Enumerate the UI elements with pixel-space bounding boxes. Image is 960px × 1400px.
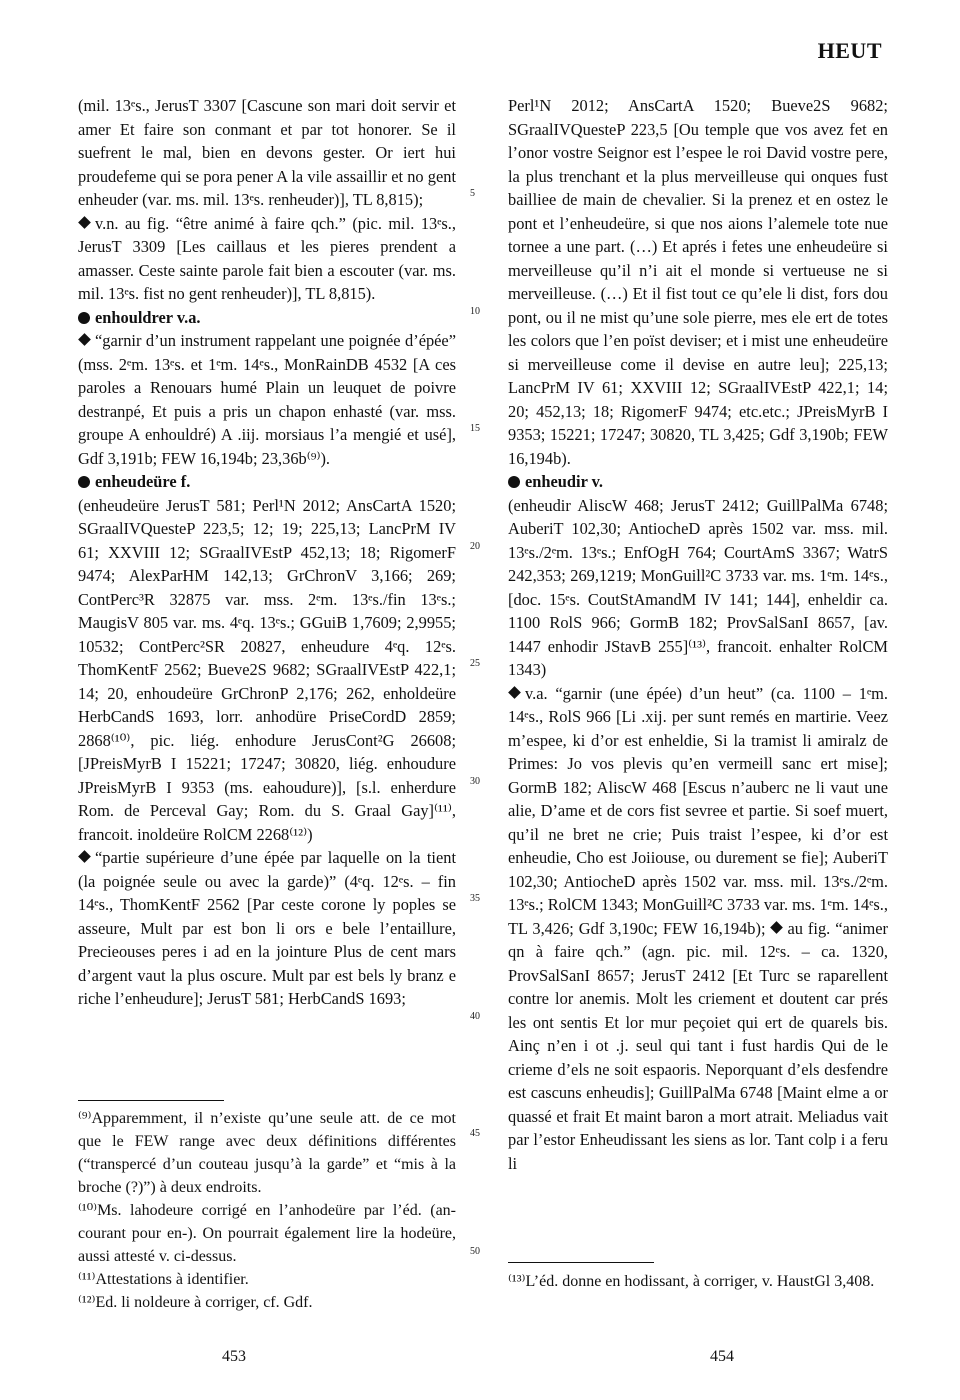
paragraph: (mil. 13ᵉs., JerusT 3307 [Cascune son mari doit servir et amer Et faire son conmant et par tot honorer. Se il suefrent le mal, bien en devons gester. Or iert hui proudefeme qui se pora pener A la vile assaillir et no gent enheuder (var. ms. mil. 13ᵉs. renheuder)], TL 8,815); bbox=[78, 96, 456, 209]
right-column bbox=[508, 94, 888, 1175]
page-number-left: 453 bbox=[222, 1348, 246, 1365]
entry-heading: enheudir v. bbox=[508, 470, 888, 494]
line-number: 50 bbox=[470, 1246, 480, 1257]
page-number-right: 454 bbox=[710, 1348, 734, 1365]
footnote: ⁽¹³⁾L’éd. donne en hodissant, à corriger, v. HaustGl 3,408. bbox=[508, 1273, 875, 1290]
entry-heading: enheudeüre f. bbox=[78, 470, 456, 494]
left-column bbox=[78, 94, 456, 1011]
paragraph: v.a. “garnir (une épée) d’un heut” (ca. 1100 – 1ᵉm. 14ᵉs., RolS 966 [Li .xij. per sunt remés en martirie. Veez m’espee, ki d’or est enheldie, Si la tramist li amiralz de Primes: Jo vos plevis qu’en vermeill sanc ert mise]; GormB 182; AliscW 468 [Escus n’auberc ne li vaut une alie, D’ame et de cors fist sevree et partie. Si soef muert, qu’il ne bret ne crie; Puis traist l’espee, ki d’or est enheudie, Cho est Joiiouse, ou durement se fie]; AuberiT 102,30; AntiocheD après 1502 var. mss. mil. 13ᵉs./2ᵉm. 13ᵉs.; RolCM 1343; MonGuill²C 3733 var. ms. 1ᵉm. 14ᵉs., TL 3,426; Gdf 3,190c; FEW 16,194b); au fig. “animer qn à faire qch.” (agn. pic. mil. 12ᵉs. – ca. 1320, ProvSalSanI 8657; JerusT 2412 [Et Turc se raparellent contre lor anemis. Molt les criement et doutent car prés les ont sentis Et lor mur peçoiet qui ert de quarels bis. Ainç n’en i ot .j. seul qui tant i fust hardis Qui de le crieme d’els ne soit espaoris. Neporquant d’els desfendre est cascuns enheudis]; GuillPalMa 6748 [Maint elme a or quassé et frait Et maint baron a mort atrait. Meliadus vait par l’estor Enheudissant les siens as lor. Tant colp i a feru li bbox=[508, 683, 888, 1173]
line-number: 30 bbox=[470, 776, 480, 787]
paragraph: “garnir d’un instrument rappelant une poignée d’épée” (mss. 2ᵉm. 13ᵉs. et 1ᵉm. 14ᵉs., MonRainDB 4532 [A ces paroles a Renouars humé Plain un leuquet de poivre destranpé, Et puis a pris un chapon enhasté (var. mss. groupe A enhouldré) A .iij. morsiaus l’a mengié et usé], Gdf 3,191b; FEW 16,194b; 23,36b⁽⁹⁾). bbox=[78, 331, 456, 468]
diamond-bullet-icon bbox=[78, 333, 91, 346]
line-number: 15 bbox=[470, 423, 480, 434]
entry-dot-icon bbox=[78, 312, 90, 324]
diamond-bullet-icon bbox=[78, 216, 91, 229]
line-number: 5 bbox=[470, 188, 475, 199]
entry-heading: enhouldrer v.a. bbox=[78, 306, 456, 330]
line-number: 10 bbox=[470, 306, 480, 317]
diamond-bullet-icon bbox=[508, 686, 521, 699]
paragraph: (enheudir AliscW 468; JerusT 2412; GuillPalMa 6748; AuberiT 102,30; AntiocheD après 1502 var. mss. mil. 13ᵉs./2ᵉm. 13ᵉs.; EnfOgH 764; CourtAmS 3367; WatrS 242,353; 269,1219; MonGuill²C 3733 var. ms. 1ᵉm. 14ᵉs., [doc. 15ᵉs. CoutStAmandM IV 141; 144], enheldir ca. 1100 RolS 966; GormB 182; ProvSalSanI 8657, [av. 1447 enhodir JStavB 255]⁽¹³⁾, francoit. enhalter RolCM 1343) bbox=[508, 495, 888, 679]
footnote-rule bbox=[508, 1262, 654, 1263]
paragraph: Perl¹N 2012; AnsCartA 1520; Bueve2S 9682; SGraalIVQuesteP 223,5 [Ou temple que vos avez fet en l’onor vostre Seignor est l’espee le roi David vostre pere, la plus trenchant et la plus merveilleuse qui onques fust bailliee de main de chevalier. Si la prenez et en ostez le pont et l’enheudeüre, si que nos aions l’alemele tote nue tornee a une part. (…) Et aprés i fetes une enheudeüre si merveilleuse qu’il n’i ait el monde si vertueuse ne si merveilleuse. (…) Et il fist tout ce qu’ele li dist, fors dou pont, ou il ne mist qu’une sole pierre, mes ele ert de totes les colors que l’en poïst deviser; et i mist une enheudeüre si merveilleuse come il devise en autre leu]; 225,13; LancPrM IV 61; XXVIII 12; SGraalIVEstP 422,1; 14; 20; 452,13; 18; RigomerF 9474; etc.etc.; JPreisMyrB I 9353; 15221; 17247; 30820, TL 3,425; Gdf 3,190b; FEW 16,194b). bbox=[508, 96, 888, 468]
footnote: ⁽¹¹⁾Attestations à identifier. bbox=[78, 1271, 249, 1288]
line-number: 20 bbox=[470, 541, 480, 552]
diamond-bullet-icon bbox=[771, 921, 784, 934]
paragraph: “partie supérieure d’une épée par laquelle on la tient (la poignée seule ou avec la garde)” (4ᵉq. 12ᵉs. – fin 14ᵉs., ThomKentF 2562 [Par ceste corone ly poples se asseure, Mult par est bon li ors e bele l’entaillure, Precieouses peres i ad en la jointure Plus de cent mars d’argent vaut la plus oscure. Mult par est bels ly branz e riche l’enheudure]; JerusT 581; HerbCandS 1693; bbox=[78, 848, 456, 1008]
paragraph: (enheudeüre JerusT 581; Perl¹N 2012; AnsCartA 1520; SGraalIVQuesteP 223,5; 12; 19; 225,13; LancPrM IV 61; XXVIII 12; SGraalIVEstP 452,13; 18; RigomerF 9474; AlexParHM 142,13; GrChronV 3,166; 269; ContPerc³R 32875 var. mss. 2ᵉm. 13ᵉs./fin 13ᵉs.; MaugisV 805 var. ms. 4ᵉq. 13ᵉs.; GGuiB 1,7609; 2,9955; 10532; ContPerc²SR 20827, enheudure 4ᵉq. 12ᵉs. ThomKentF 2562; Bueve2S 9682; SGraalIVEstP 422,1; 14; 20, enhoudeüre GrChronP 2,176; 262, enholdeüre HerbCandS 1693, lorr. anhodüre PriseCordD 2859; 2868⁽¹⁰⁾, pic. liég. enhodure JerusCont²G 26608; [JPreisMyrB I 15221; 17247; 30820, liég. enhoudure JPreisMyrB I 9353 (ms. eahoudure)], [s.l. enherdure Rom. de Perceval Gay; Rom. du S. Graal Gay]⁽¹¹⁾, francoit. inoldeüre RolCM 2268⁽¹²⁾) bbox=[78, 495, 456, 844]
footnote: ⁽¹²⁾Ed. li noldeure à corriger, cf. Gdf. bbox=[78, 1294, 313, 1311]
footnote: ⁽¹⁰⁾Ms. lahodeure corrigé en l’anhodeüre par l’éd. (an- courant pour en-). On pourrait également lire la hodeüre, aussi attesté v. ci-dessus. bbox=[78, 1202, 456, 1265]
footnotes-left bbox=[78, 1107, 456, 1314]
running-headword: HEUT bbox=[817, 38, 882, 63]
line-number: 25 bbox=[470, 658, 480, 669]
line-number: 40 bbox=[470, 1011, 480, 1022]
footnote: ⁽⁹⁾Apparemment, il n’existe qu’une seule att. de ce mot que le FEW range avec deux définitions différentes (“transpercé d’un couteau jusqu’à la garde” et “mis à la broche (?)”) à deux endroits. bbox=[78, 1110, 456, 1196]
footnote-rule bbox=[78, 1100, 224, 1101]
line-number: 35 bbox=[470, 893, 480, 904]
entry-dot-icon bbox=[508, 476, 520, 488]
line-number: 45 bbox=[470, 1128, 480, 1139]
entry-dot-icon bbox=[78, 476, 90, 488]
diamond-bullet-icon bbox=[78, 850, 91, 863]
paragraph: v.n. au fig. “être animé à faire qch.” (pic. mil. 13ᵉs., JerusT 3309 [Les caillaus et les pieres prendent a amasser. Ceste sainte parole fait bien a escouter (var. ms. mil. 13ᵉs. fist no gent renheuder)], TL 8,815). bbox=[78, 213, 456, 303]
footnotes-right bbox=[508, 1270, 888, 1293]
